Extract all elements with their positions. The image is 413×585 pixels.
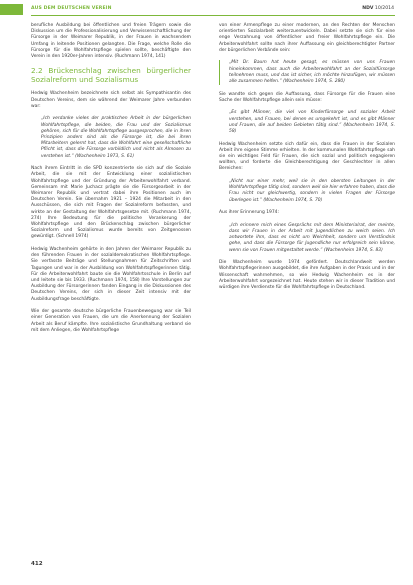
block-quote: „Nicht nur einer mehr, weil sie in den obersten Leitungen in der Wohlfahrtspflege tätig sind, sondern weil sie hier erfahren haben, dass die Frau nicht nur gleichwertig, sondern in vielen Fragen der Fürsorge überlegen ist.“ (Wachenheim 1974, S. 70) [229,179,395,203]
paragraph: Hedwig Wachenheim setzte sich dafür ein, dass die Frauen in der Sozialen Arbeit ihre eigene Stimme erhielten. In der kommunalen Wohlfahrtspflege sah sie ein wichtiges Feld für Frauen, die sich sozial und politisch engagieren wollten, und forderte die Gleichberechtigung der Geschlechter in allen Bereichen: [219,141,395,172]
section-color-marker [0,4,23,15]
paragraph: von einer Armenpflege zu einer modernen, an den Rechten der Menschen orientierten Sozialarbeit weiterzuentwickeln. Dabei setzte sie sich für eine enge Verzahnung von öffentlicher und freier Wohlfahrtspflege ein. Die Arbeiterwohlfahrt sollte nach ihrer Auffassung ein gleichberechtigter Partner der bürgerlichen Verbände sein: [219,23,395,53]
paragraph: Nach ihrem Eintritt in die SPD konzentrierte sie sich auf die Soziale Arbeit, die sie mit der Entwicklung einer sozialistischen Wohlfahrtspflege und der Gründung der Arbeiterwohlfahrt verband. Gemeinsam mit Marie Juchacz prägte sie die Fürsorgearbeit in der Weimarer Republik und vertrat dabei ihre Positionen auch im Deutschen Verein. Sie übernahm 1921 – 1924 die Mitarbeit in den Ausschüssen, die sich mit Fragen der Sozialreform befassten, und wirkte an der Gestaltung der Wohlfahrtsgesetze mit. (Ruchmann 1974, 274) Ihre Bedeutung für die politische Verankerung der Wohlfahrtspflege und den Brückenschlag zwischen bürgerlicher Sozialreform und Sozialismus wurde bereits von Zeitgenossen gewürdigt. (Schnell 1974) [31,166,191,240]
paragraph: Wie der gesamte deutsche bürgerliche Frauenbewegung war sie Teil einer Generation von Frauen, die um die Anerkennung der Sozialen Arbeit als Beruf kämpfte. Ihre sozialistische Grundhaltung verband sie mit dem Anliegen, die Wohlfahrtspflege [31,309,191,333]
header-rule [31,15,395,16]
paragraph: Hedwig Wachenheim bezeichnete sich selbst als Sympathisantin des Deutschen Vereins, dem sie während der Weimarer Jahre verbunden war: [31,91,191,109]
block-quote: „Ich erinnere mich eines Gesprächs mit dem Ministerialrat, der meinte, dass wir Frauen in der Arbeit mit Jugendlichen zu weich seien. Ich antwortete ihm, dass es nicht um Weichheit, sondern um Verständnis gehe, und dass die Fürsorge für Jugendliche nur erfolgreich sein könne, wenn sie von Frauen mitgestaltet werde.“ (Wachenheim 1974, S. 83) [229,222,395,253]
right-column [219,23,395,298]
left-column [31,23,191,340]
block-quote: „Es gibt Männer, die viel von Kinderfürsorge und sozialer Arbeit verstehen, und Frauen, bei denen es umgekehrt ist, und es gibt Männer und Frauen, die auf beiden Gebieten tätig sind.“ (Wachenheim 1974, S. 58) [229,110,395,135]
block-quote: „Mit Dr. Baum hat heute gesagt, es müssen von uns Frauen hineinkommen, dass auch die Arbeiterwohlfahrt an der Sozialfürsorge teilnehmen muss, und das ist sicher, ich möchte hinzufügen, wir müssen alle zusammen helfen.“ (Wachenheim 1974, S. 280) [219,60,395,85]
block-quote: „Ich verdanke vieles der praktischen Arbeit in der bürgerlichen Wohlfahrtspflege, die beiden, die Frau und der Sozialismus gehören, sich für die Wohlfahrtspflege ausgesprochen, die in ihren Prinzipien anders sind als die Fürsorge ist, die bei ihren Mitarbeitern gelernt hat, dass die Wohlfahrt eine gesellschaftliche Pflicht ist, dass die Fürsorge vorbildlich und nicht als Almosen zu verstehen ist.“ (Wachenheim 1973, S. 61) [41,116,191,159]
page-number: 412 [31,561,43,567]
paragraph: Sie wandte sich gegen die Auffassung, dass Fürsorge für die Frauen eine Sache der Wohlfahrtspflege allein sein müsse: [219,91,395,103]
paragraph: Hedwig Wachenheim gehörte in den Jahren der Weimarer Republik zu den führenden Frauen in der sozialdemokratischen Wohlfahrtspflege. Sie verfasste Beiträge und Stellungnahmen für Zeitschriften und Tagungen und war in der Ausbildung von Wohlfahrtspflegerinnen tätig. Für die Arbeiterwohlfahrt baute sie die Wohlfahrtsschule in Berlin auf und leitete sie bis 1933. (Ruchmann 1974, 158) Ihre Vorstellungen zur Ausbildung der Fürsorgerinnen fanden Eingang in die Diskussionen des Deutschen Vereins, der sich in dieser Zeit intensiv mit der Ausbildungsfrage beschäftigte. [31,247,191,302]
issue-number: 10/2014 [374,6,394,11]
section-heading: 2.2 Brückenschlag zwischen bürgerlicher Sozialreform und Sozialismus [31,66,191,84]
page-header [0,0,413,22]
paragraph: berufliche Ausbildung bei öffentlichen und freien Trägern sowie die Diskussion um die Professionalisierung und Verwissenschaftlichung der Fürsorge in der Weimarer Republik, in der Frauen in wachsendem Umfang in leitende Positionen gelangten. Die Frage, welche Rolle die Fürsorge für die Wohlfahrtspflege spielen sollte, beschäftigte den Verein in den 1920er-Jahren intensiv. (Ruchmann 1974, 141) [31,23,191,60]
journal-abbreviation: NDV [362,6,374,11]
issue-label [362,6,394,11]
paragraph: Die Wachenheim wurde 1974 gefördert. Deutschlandweit werden Wohlfahrtspflegerinnen ausgebildet, die ihre Aufgaben in der Praxis und in der Wissenschaft wahrnehmen, so wie Hedwig Wachenheim es in der Arbeiterwohlfahrt vorgezeichnet hat. Heute stehen wir in dieser Tradition und würdigen ihre Verdienste für die Wohlfahrtspflege in Deutschland. [219,260,395,291]
paragraph: Aus ihrer Erinnerung 1974: [219,210,279,216]
section-title: AUS DEM DEUTSCHEN VEREIN [31,6,112,11]
